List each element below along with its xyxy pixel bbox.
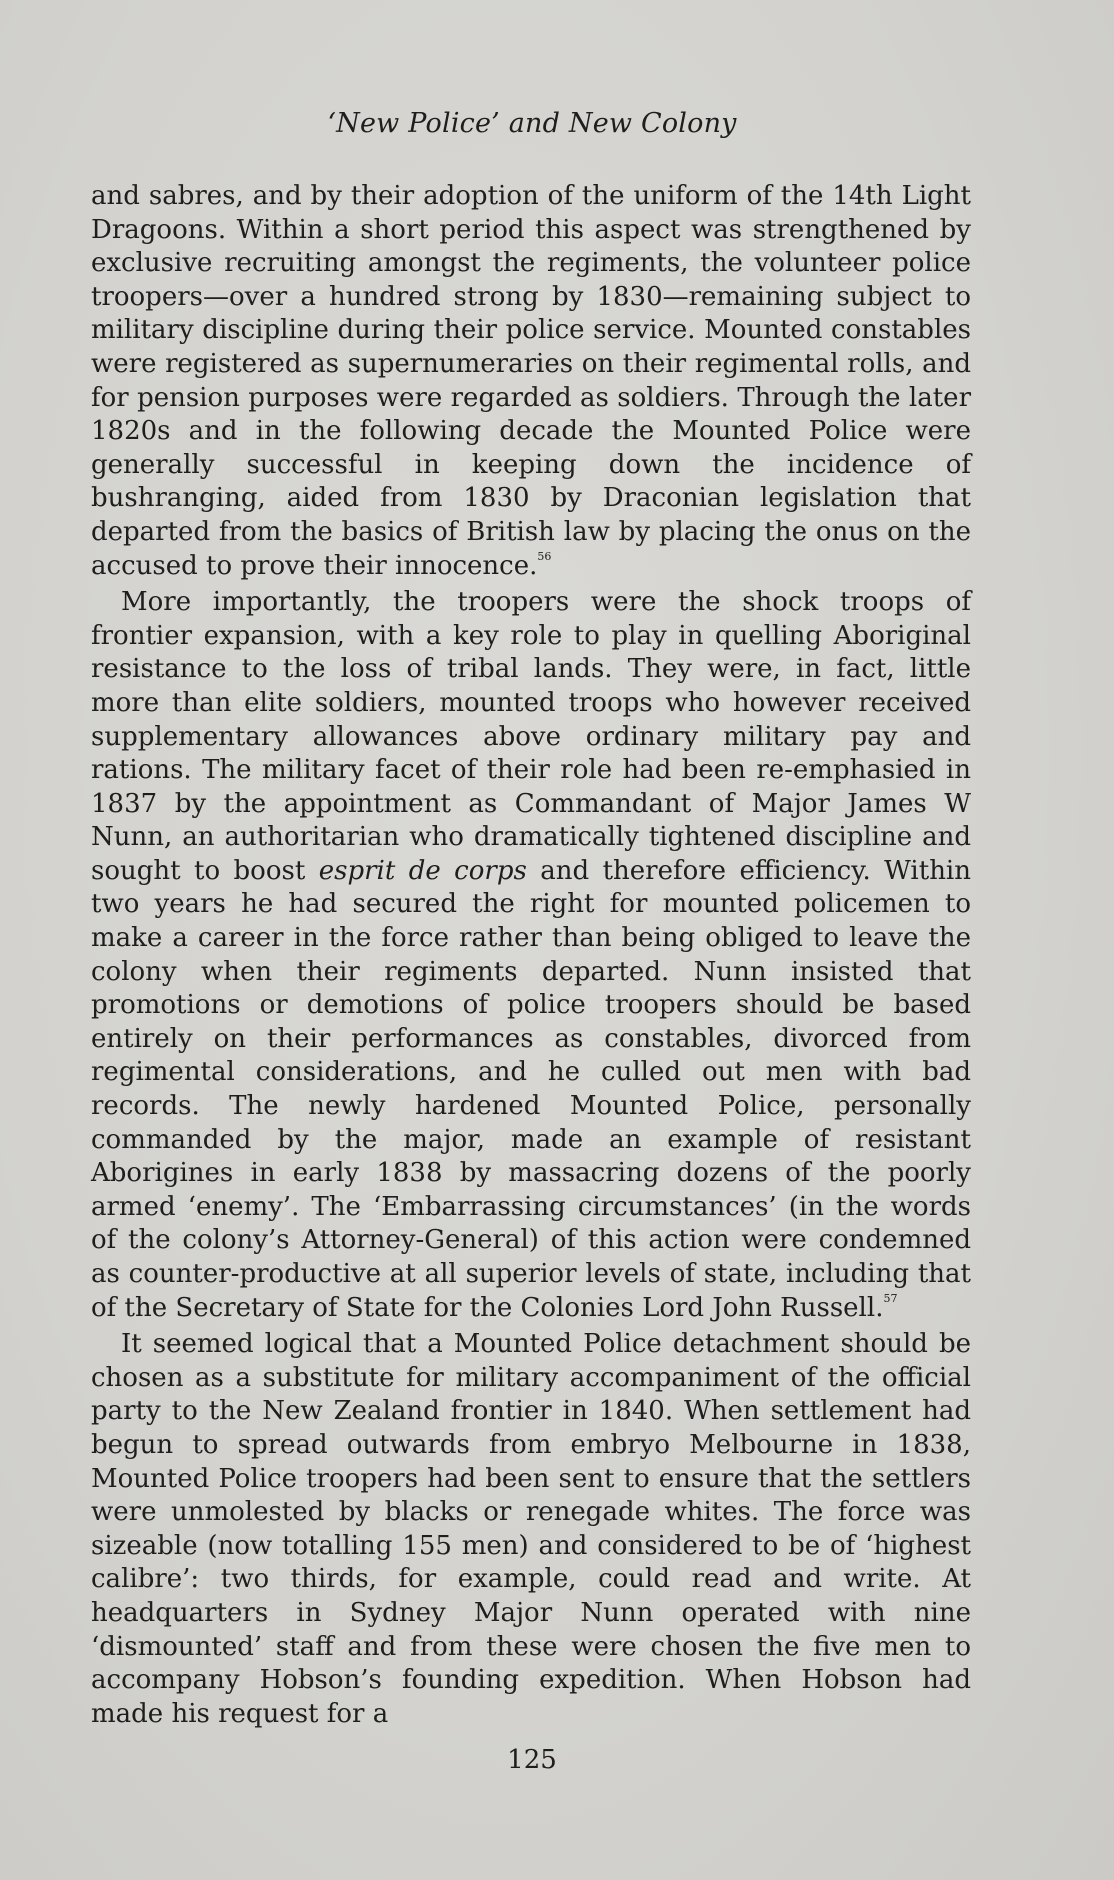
paragraph-2-text-start: More importantly, the troopers were the shock troops of frontier expansion, with a key role to play in quelling Aboriginal resistance to the loss of tribal lands. They were, in fact, little more than elite soldiers, mounted troops who however received supplementary allowances above ordinary military pay and rations. The military facet of their role had been re-emphasied in 1837 by the appointment as Commandant of Major James W Nunn, an authoritarian who dramatically tightened discipline and sought to boost	[91, 587, 971, 886]
page-number: 125	[507, 1745, 557, 1775]
paragraph-3	[91, 1328, 971, 1731]
paragraph-2-text-end: and therefore efficiency. Within two years he had secured the right for mounted policemen to make a career in the force rather than being obliged to leave the colony when their regiments departed. Nunn insisted that promotions or demotions of police troopers should be based entirely on their performances as constables, divorced from regimental considerations, and he culled out men with bad records. The newly hardened Mounted Police, personally commanded by the major, made an example of resistant Aborigines in early 1838 by massacring dozens of the poorly armed ‘enemy’. The ‘Embarrassing circumstances’ (in the words of the colony’s Attorney-General) of this action were condemned as counter-productive at all superior levels of state, including that of the Secretary of State for the Colonies Lord John Russell.	[91, 855, 971, 1323]
footnote-marker-56: 56	[537, 549, 552, 563]
running-head: ‘New Police’ and New Colony	[327, 108, 737, 139]
paragraph-2	[91, 586, 971, 1325]
paragraph-1	[91, 180, 971, 583]
italic-phrase: esprit de corps	[318, 855, 527, 886]
body-text	[91, 180, 971, 1731]
footnote-marker-57: 57	[883, 1291, 898, 1305]
paragraph-1-text: and sabres, and by their adoption of the uniform of the 14th Light Dragoons. Within a short period this aspect was strengthened by exclusive recruiting amongst the regiments, the volunteer police troopers—over a hundred strong by 1830—remaining subject to military discipline during their police service. Mounted constables were registered as supernumeraries on their regimental rolls, and for pension purposes were regarded as soldiers. Through the later 1820s and in the following decade the Mounted Police were generally successful in keeping down the incidence of bushranging, aided from 1830 by Draconian legislation that departed from the basics of British law by placing the onus on the accused to prove their innocence.	[91, 181, 971, 581]
paragraph-3-text: It seemed logical that a Mounted Police detachment should be chosen as a substitute for military accompaniment of the official party to the New Zealand frontier in 1840. When settlement had begun to spread outwards from embryo Melbourne in 1838, Mounted Police troopers had been sent to ensure that the settlers were unmolested by blacks or renegade whites. The force was sizeable (now totalling 155 men) and considered to be of ‘highest calibre’: two thirds, for example, could read and write. At headquarters in Sydney Major Nunn operated with nine ‘dismounted’ staff and from these were chosen the five men to accompany Hobson’s founding expedition. When Hobson had made his request for a	[91, 1329, 971, 1729]
